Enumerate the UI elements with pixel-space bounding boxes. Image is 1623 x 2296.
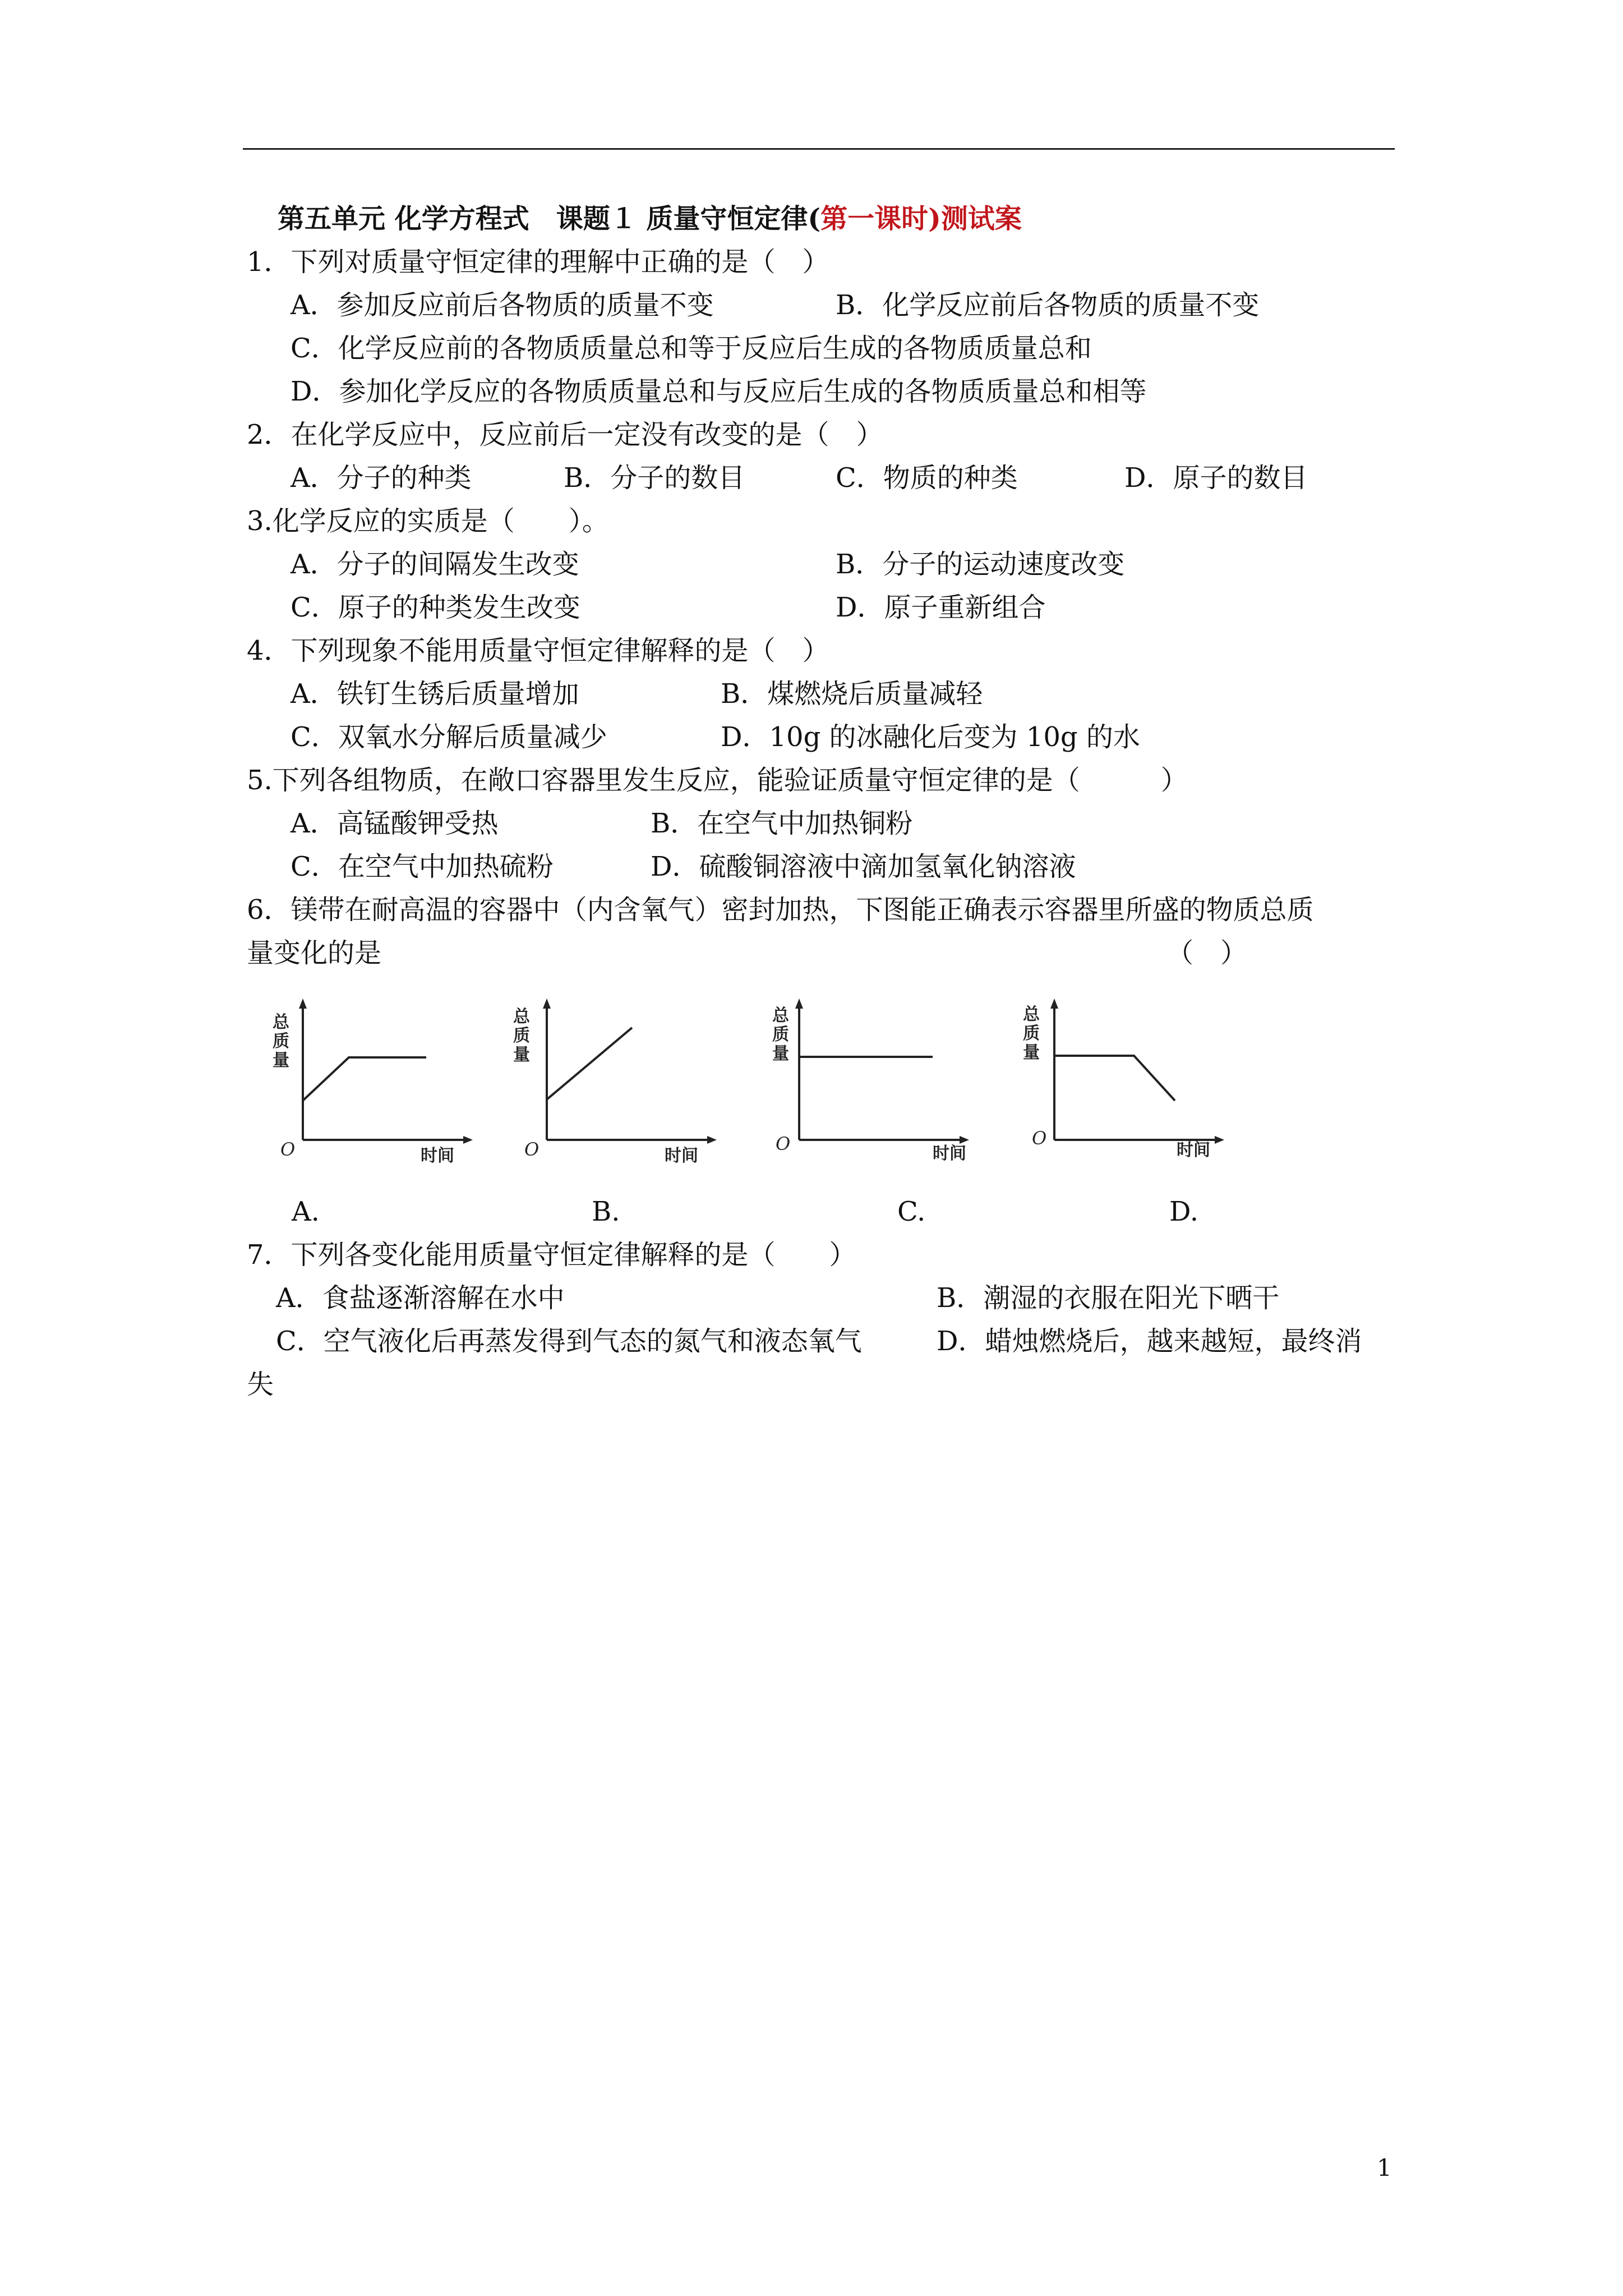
q2-option-a: A．分子的种类	[291, 462, 472, 494]
q1-option-a: A．参加反应前后各物质的质量不变	[291, 289, 714, 321]
graph-b-x-arrow	[707, 1136, 717, 1144]
q5-option-a: A．高锰酸钾受热	[291, 808, 499, 839]
q1-stem: 1．下列对质量守恒定律的理解中正确的是（ ）	[247, 246, 829, 278]
graph-a-ylabel-3: 量	[273, 1051, 289, 1070]
q5-stem: 5.下列各组物质，在敞口容器里发生反应，能验证质量守恒定律的是（ ）	[247, 765, 1188, 796]
q4-stem: 4．下列现象不能用质量守恒定律解释的是（ ）	[247, 635, 829, 666]
page-title: 第五单元 化学方程式 课题１ 质量守恒定律(第一课时)测试案	[278, 203, 1022, 234]
graph-c-x-arrow	[960, 1136, 969, 1144]
q2-option-b: B．分子的数目	[564, 462, 745, 494]
q2-option-c: C．物质的种类	[836, 462, 1018, 494]
graph-b-xlabel: 时间	[665, 1146, 698, 1166]
graph-label-b: B.	[592, 1196, 620, 1227]
graph-label-a: A.	[292, 1196, 320, 1227]
graph-a-x-arrow	[463, 1136, 473, 1144]
graph-d-origin: O	[1032, 1128, 1047, 1149]
q3-option-d: D．原子重新组合	[836, 592, 1046, 623]
graph-a-ylabel-2: 质	[273, 1032, 289, 1051]
graph-d-y-arrow	[1050, 999, 1058, 1009]
graph-a-svg	[258, 993, 494, 1172]
q6-answer-paren: （ ）	[1166, 937, 1248, 969]
graph-a-curve	[303, 1057, 426, 1101]
graph-c-ylabel-1: 总	[772, 1006, 789, 1025]
q6-stem-line1: 6．镁带在耐高温的容器中（内含氧气）密封加热，下图能正确表示容器里所盛的物质总质	[247, 894, 1314, 926]
graph-a	[258, 993, 494, 1172]
q7-option-c: C．空气液化后再蒸发得到气态的氮气和液态氧气	[276, 1326, 862, 1357]
q1-option-d: D．参加化学反应的各物质质量总和与反应后生成的各物质质量总和相等	[291, 376, 1147, 407]
graph-b-curve	[547, 1028, 632, 1099]
graph-c-ylabel-3: 量	[772, 1044, 789, 1064]
q7-option-a: A．食盐逐渐溶解在水中	[276, 1282, 565, 1314]
graph-c-y-arrow	[795, 999, 803, 1009]
q4-option-a: A．铁钉生锈后质量增加	[291, 678, 579, 710]
q6-stem-line2: 量变化的是	[247, 937, 382, 969]
q1-option-b: B．化学反应前后各物质的质量不变	[836, 289, 1260, 321]
q4-option-b: B．煤燃烧后质量减轻	[721, 678, 983, 710]
graph-d-ylabel-2: 质	[1023, 1024, 1040, 1043]
q3-stem: 3.化学反应的实质是（ ）。	[247, 505, 609, 537]
graph-d-ylabel-3: 量	[1023, 1043, 1040, 1062]
q5-option-c: C．在空气中加热硫粉	[291, 851, 554, 882]
graph-b-svg	[502, 993, 737, 1172]
graph-label-d: D.	[1169, 1196, 1199, 1227]
graph-d-ylabel-1: 总	[1023, 1005, 1040, 1024]
q5-option-b: B．在空气中加热铜粉	[651, 808, 913, 839]
graph-d-xlabel: 时间	[1177, 1140, 1210, 1160]
q7-option-d-cont: 失	[247, 1369, 274, 1400]
graph-b-ylabel-3: 量	[513, 1045, 530, 1065]
q5-option-d: D．硫酸铜溶液中滴加氢氧化钠溶液	[651, 851, 1076, 882]
q7-stem: 7．下列各变化能用质量守恒定律解释的是（ ）	[247, 1239, 856, 1271]
graph-c-svg	[754, 993, 990, 1172]
graph-c-ylabel-2: 质	[772, 1025, 789, 1045]
header-rule	[243, 148, 1395, 150]
q7-option-d: D．蜡烛燃烧后，越来越短，最终消	[937, 1326, 1362, 1357]
graph-label-c: C.	[897, 1196, 926, 1227]
graph-b-ylabel-1: 总	[513, 1007, 530, 1027]
q4-option-d: D．10g 的冰融化后变为 10g 的水	[721, 721, 1140, 753]
q2-option-d: D．原子的数目	[1124, 462, 1308, 494]
q2-stem: 2．在化学反应中，反应前后一定没有改变的是（ ）	[247, 419, 883, 450]
graph-c	[754, 993, 990, 1172]
q3-option-c: C．原子的种类发生改变	[291, 592, 580, 623]
graph-a-y-arrow	[299, 999, 307, 1009]
graph-a-xlabel: 时间	[421, 1146, 454, 1166]
graph-b-origin: O	[524, 1139, 540, 1160]
q3-option-a: A．分子的间隔发生改变	[291, 549, 579, 580]
graph-c-origin: O	[776, 1133, 791, 1154]
title-highlight: 第一课时	[820, 203, 929, 234]
q4-option-c: C．双氧水分解后质量减少	[291, 721, 607, 753]
q7-option-b: B．潮湿的衣服在阳光下晒干	[937, 1282, 1280, 1314]
page-number: 1	[1377, 2154, 1392, 2182]
graph-d-x-arrow	[1215, 1136, 1224, 1144]
q3-option-b: B．分子的运动速度改变	[836, 549, 1125, 580]
graph-c-xlabel: 时间	[933, 1144, 966, 1163]
graph-d-curve	[1054, 1056, 1175, 1101]
q1-option-c: C．化学反应前的各物质质量总和等于反应后生成的各物质质量总和	[291, 333, 1092, 364]
graph-a-origin: O	[280, 1139, 296, 1160]
graph-d-svg	[1009, 993, 1245, 1172]
graph-d	[1009, 993, 1245, 1172]
graph-b-y-arrow	[543, 999, 551, 1009]
graph-a-ylabel-1: 总	[273, 1013, 289, 1032]
graph-b-ylabel-2: 质	[513, 1026, 530, 1046]
graph-b	[502, 993, 737, 1172]
